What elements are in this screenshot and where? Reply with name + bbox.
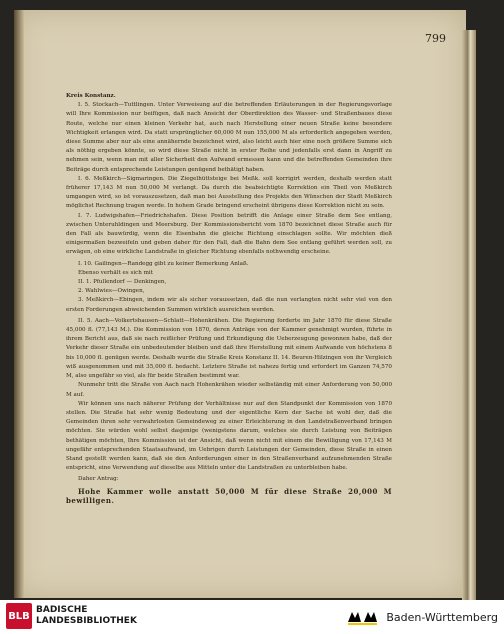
paragraph: 2. Wahlwies—Owingen, bbox=[78, 288, 145, 295]
footer-bar bbox=[0, 600, 504, 634]
state-name: Baden-Württemberg bbox=[386, 610, 498, 624]
blb-logo-text: BLB bbox=[8, 610, 30, 622]
paragraph: Nunmehr tritt die Straße von Aach nach Hohenkrähen wieder selbständig mit einer Anforderung von 50,000 M auf. bbox=[66, 382, 392, 398]
paragraph: I. 7. Ludwigshafen—Friedrichshafen. Diese Position betrifft die Anlage einer Straße dem See entlang, zwischen Unteruhldingen und Meersburg. Der Kommissionsbericht vom 1870 bezeichnet diese Straße auch für den Fall als bauwürdig, wenn die Eisenbahn die gleiche Richtung einschlagen sollte. Wir möchten dieß einigermaßen bezweifeln und geben daher für den Fall, daß die Bahn dem See entlang geführt werden soll, zu erwägen, ob eine wirkliche Landstraße in gleicher Richtung ebenfalls nothwendig erscheine. bbox=[66, 212, 392, 256]
paragraph: Daher Antrag: bbox=[78, 476, 119, 483]
state-logo[interactable] bbox=[346, 608, 498, 626]
library-name[interactable] bbox=[36, 605, 137, 627]
library-name-line2: LANDESBIBLIOTHEK bbox=[36, 616, 137, 626]
page-edge bbox=[462, 30, 476, 608]
paragraph: Ebenso verhält es sich mit bbox=[78, 269, 153, 276]
page-number: 799 bbox=[425, 32, 446, 45]
lions-emblem-icon bbox=[346, 608, 380, 626]
section-heading: Kreis Konstanz. bbox=[66, 93, 116, 99]
blb-logo[interactable] bbox=[6, 603, 32, 629]
motion-paragraph: Hohe Kammer wolle anstatt 50,000 M für diese Straße 20,000 M bewilligen. bbox=[66, 486, 392, 505]
paragraph: Wir können uns nach näherer Prüfung der Verhältnisse nur auf den Standpunkt der Kommission von 1870 stellen. Die Straße hat sehr wenig Bedeutung und der eigentliche Kern der Sache ist wohl der, daß die Gemeinden ihren sehr verwahrlosten Gemeindeweg zu einer Erleichterung in den Landstraßenverband bringen möchten. Sie würden wohl selbst dasjenige (wenigstens darum, welches sie durch Leistung von Beiträgen bethätigen möchten, Ihre Kommission ist der Ansicht, daß wenn nicht mit einem die Bewilligung von 17,143 M ungefähr entsprechenden Staatsaufwand, im Uebrigen durch Leistungen der Gemeinden, diese Straße in einen Stand gestellt werden kann, daß sie den Anforderungen einer in den Straßenverband aufzunehmenden Straße entspricht, eine Verwendung auf dieselbe aus Mitteln unter die Landstraßen zu unterbleiben habe. bbox=[66, 400, 392, 472]
page-spine bbox=[14, 10, 24, 598]
paragraph: I. 5. Stockach—Tuttlingen. Unter Verweisung auf die betreffenden Erläuterungen in der Regierungsvorlage will Ihre Kommission nur beifügen, daß nach Ansicht der Oberdirektion des Wasser- und Straßenbaues diese Route, welche nur einen kleinen Verkehr hat, auch nach Herstellung einer neuen Straße keine besondere Wichtigkeit erlangen wird. Da statt ursprünglicher 60,000 M nun 155,000 M als erforderlich angegeben werden, diese Summe aber nur als eine annähernde bezeichnet wird, also leicht auch hier eine noch größere Summe sich als nöthig ergeben könnte, so wird diese Straße nicht in erster Reihe und jedenfalls erst dann in Angriff zu nehmen sein, wenn man mit aller Sicherheit den Aufwand ermessen kann und die betreffenden Gemeinden ihre Beiträge durch entsprechende Leistungen genügend bethätigt haben. bbox=[66, 102, 392, 173]
paragraph: I. 6. Meßkirch—Sigmaringen. Die Ziegelhüttsteige bei Meßk. soll korrigirt werden, deshalb werden statt früherer 17,143 M nun 50,000 M verlangt. Da durch die beabsichtigte Korrektion ein Theil von Meßkirch umgangen wird, so ist vorauszusetzen, daß man bei Ausstellung des Projekts den Wünschen der Stadt Meßkirch möglichst Rechnung tragen werde. In hohem Grade bringend erscheint übrigens diese Korrektion nicht zu sein. bbox=[66, 175, 392, 210]
paragraph: I. 10. Gailingen—Randegg gibt zu keiner Bemerkung Anlaß. bbox=[78, 260, 249, 267]
document-page bbox=[14, 10, 466, 598]
library-name-line1: BADISCHE bbox=[36, 605, 88, 615]
paragraph: II. 1. Pfullendorf — Denkingen, bbox=[78, 279, 167, 286]
paragraph: 3. Meßkirch—Ebingen, indem wir als sicher voraussetzen, daß die nun verlangten nicht sehr viel von den ersten Forderungen abweichenden Summen wirklich ausreichen werden. bbox=[66, 297, 392, 313]
paragraph: II. 5. Aach—Volkertshausen—Schlatt—Hohenkrähen. Die Regierung forderte im Jahr 1870 für diese Straße 45,000 fl. (77,143 M.). Die Kommission von 1870, deren Anträge von der Kammer genehmigt wurden, führte in ihrem Bericht aus, daß sie nach reiflicher Prüfung und Erkundigung die Ueberzeugung gewonnen habe, daß der Verkehr dieser Straße ein unbedeutender bleiben und daß ihre Herstellung mit einem Aufwande von höchstens 8 bis 10,000 fl. genügen werde. Deshalb wurde die Straße Kreis Konstanz II. 14. Beuren-Hilzingen von ihr Vergleich wiß ausgenommen und mit 35,000 fl. bedacht. Letztere Straße ist nahezu fertig und erfordert im Ganzen 74,570 M, also ungefähr so viel, als für beide Straßen bestimmt war. bbox=[66, 317, 392, 380]
page-text bbox=[66, 92, 392, 505]
